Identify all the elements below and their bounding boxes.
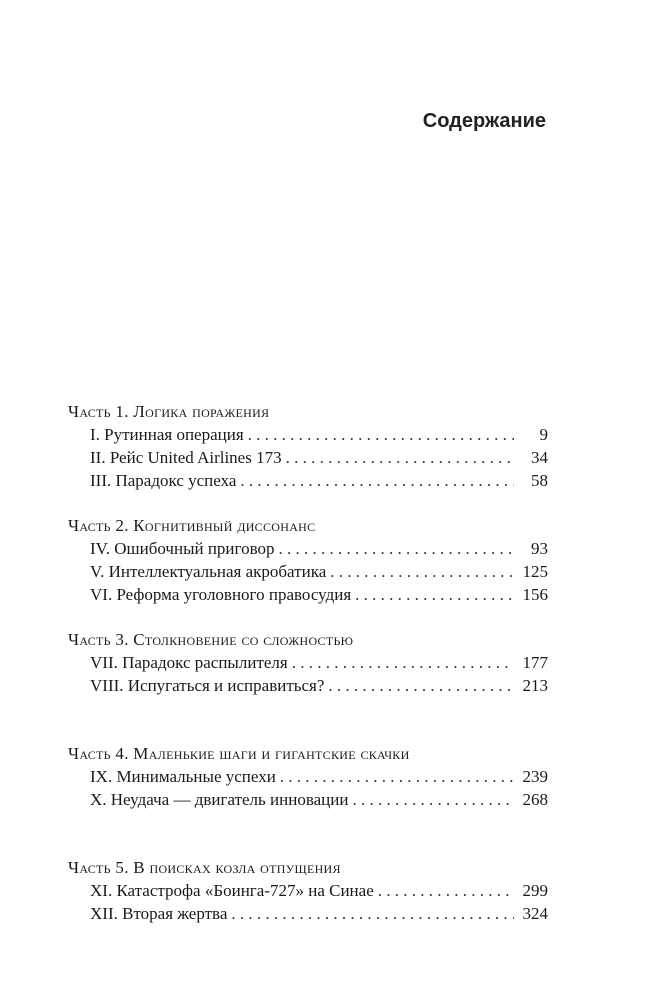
chapter-title: II. Рейс United Airlines 173	[90, 448, 282, 467]
dot-leader	[240, 469, 514, 492]
page-number: 125	[522, 562, 548, 581]
toc-entry[interactable]	[68, 902, 548, 925]
toc-part	[68, 400, 548, 514]
toc-entry[interactable]	[68, 879, 548, 902]
toc-entry[interactable]	[68, 423, 548, 446]
dot-leader	[231, 902, 514, 925]
page-number: 213	[522, 676, 548, 695]
dot-leader	[328, 674, 514, 697]
toc-entry[interactable]	[68, 469, 548, 492]
part-heading: Часть 5. В поисках козла отпущения	[68, 858, 341, 877]
dot-leader	[279, 537, 515, 560]
dot-leader	[352, 788, 514, 811]
page-number: 324	[522, 904, 548, 923]
chapter-title: III. Парадокс успеха	[90, 471, 237, 490]
page-number: 58	[531, 471, 548, 490]
dot-leader	[355, 583, 514, 606]
page-number: 93	[531, 539, 548, 558]
chapter-title: VIII. Испугаться и исправиться?	[90, 676, 325, 695]
toc-entry[interactable]	[68, 583, 548, 606]
part-heading: Часть 3. Столкновение со сложностью	[68, 630, 354, 649]
toc-entry[interactable]	[68, 560, 548, 583]
page-number: 156	[522, 585, 548, 604]
dot-leader	[286, 446, 514, 469]
chapter-title: X. Неудача — двигатель инновации	[90, 790, 349, 809]
page-number: 239	[522, 767, 548, 786]
part-heading: Часть 4. Маленькие шаги и гигантские скачки	[68, 744, 410, 763]
toc-entry[interactable]	[68, 446, 548, 469]
chapter-title: XII. Вторая жертва	[90, 904, 228, 923]
page-number: 9	[539, 425, 548, 444]
page-number: 34	[531, 448, 548, 467]
page-number: 177	[522, 653, 548, 672]
toc-entry[interactable]	[68, 788, 548, 811]
toc-part	[68, 514, 548, 628]
dot-leader	[378, 879, 514, 902]
toc-part	[68, 742, 548, 856]
toc-entry[interactable]	[68, 674, 548, 697]
toc-entry[interactable]	[68, 537, 548, 560]
chapter-title: VII. Парадокс распылителя	[90, 653, 288, 672]
chapter-title: XI. Катастрофа «Боинга-727» на Синае	[90, 881, 374, 900]
dot-leader	[330, 560, 514, 583]
page-title: Содержание	[422, 110, 546, 132]
chapter-title: I. Рутинная операция	[90, 425, 244, 444]
part-heading: Часть 1. Логика поражения	[68, 402, 270, 421]
chapter-title: IV. Ошибочный приговор	[90, 539, 275, 558]
toc-entry[interactable]	[68, 651, 548, 674]
page-number: 299	[522, 881, 548, 900]
chapter-title: VI. Реформа уголовного правосудия	[90, 585, 352, 604]
dot-leader	[292, 651, 514, 674]
chapter-title: IX. Минимальные успехи	[90, 767, 276, 786]
chapter-title: V. Интеллектуальная акробатика	[90, 562, 327, 581]
part-heading: Часть 2. Когнитивный диссонанс	[68, 516, 316, 535]
page-number: 268	[522, 790, 548, 809]
dot-leader	[280, 765, 514, 788]
toc-part	[68, 628, 548, 742]
toc-part	[68, 856, 548, 970]
table-of-contents	[68, 400, 548, 970]
toc-entry[interactable]	[68, 765, 548, 788]
dot-leader	[248, 423, 514, 446]
